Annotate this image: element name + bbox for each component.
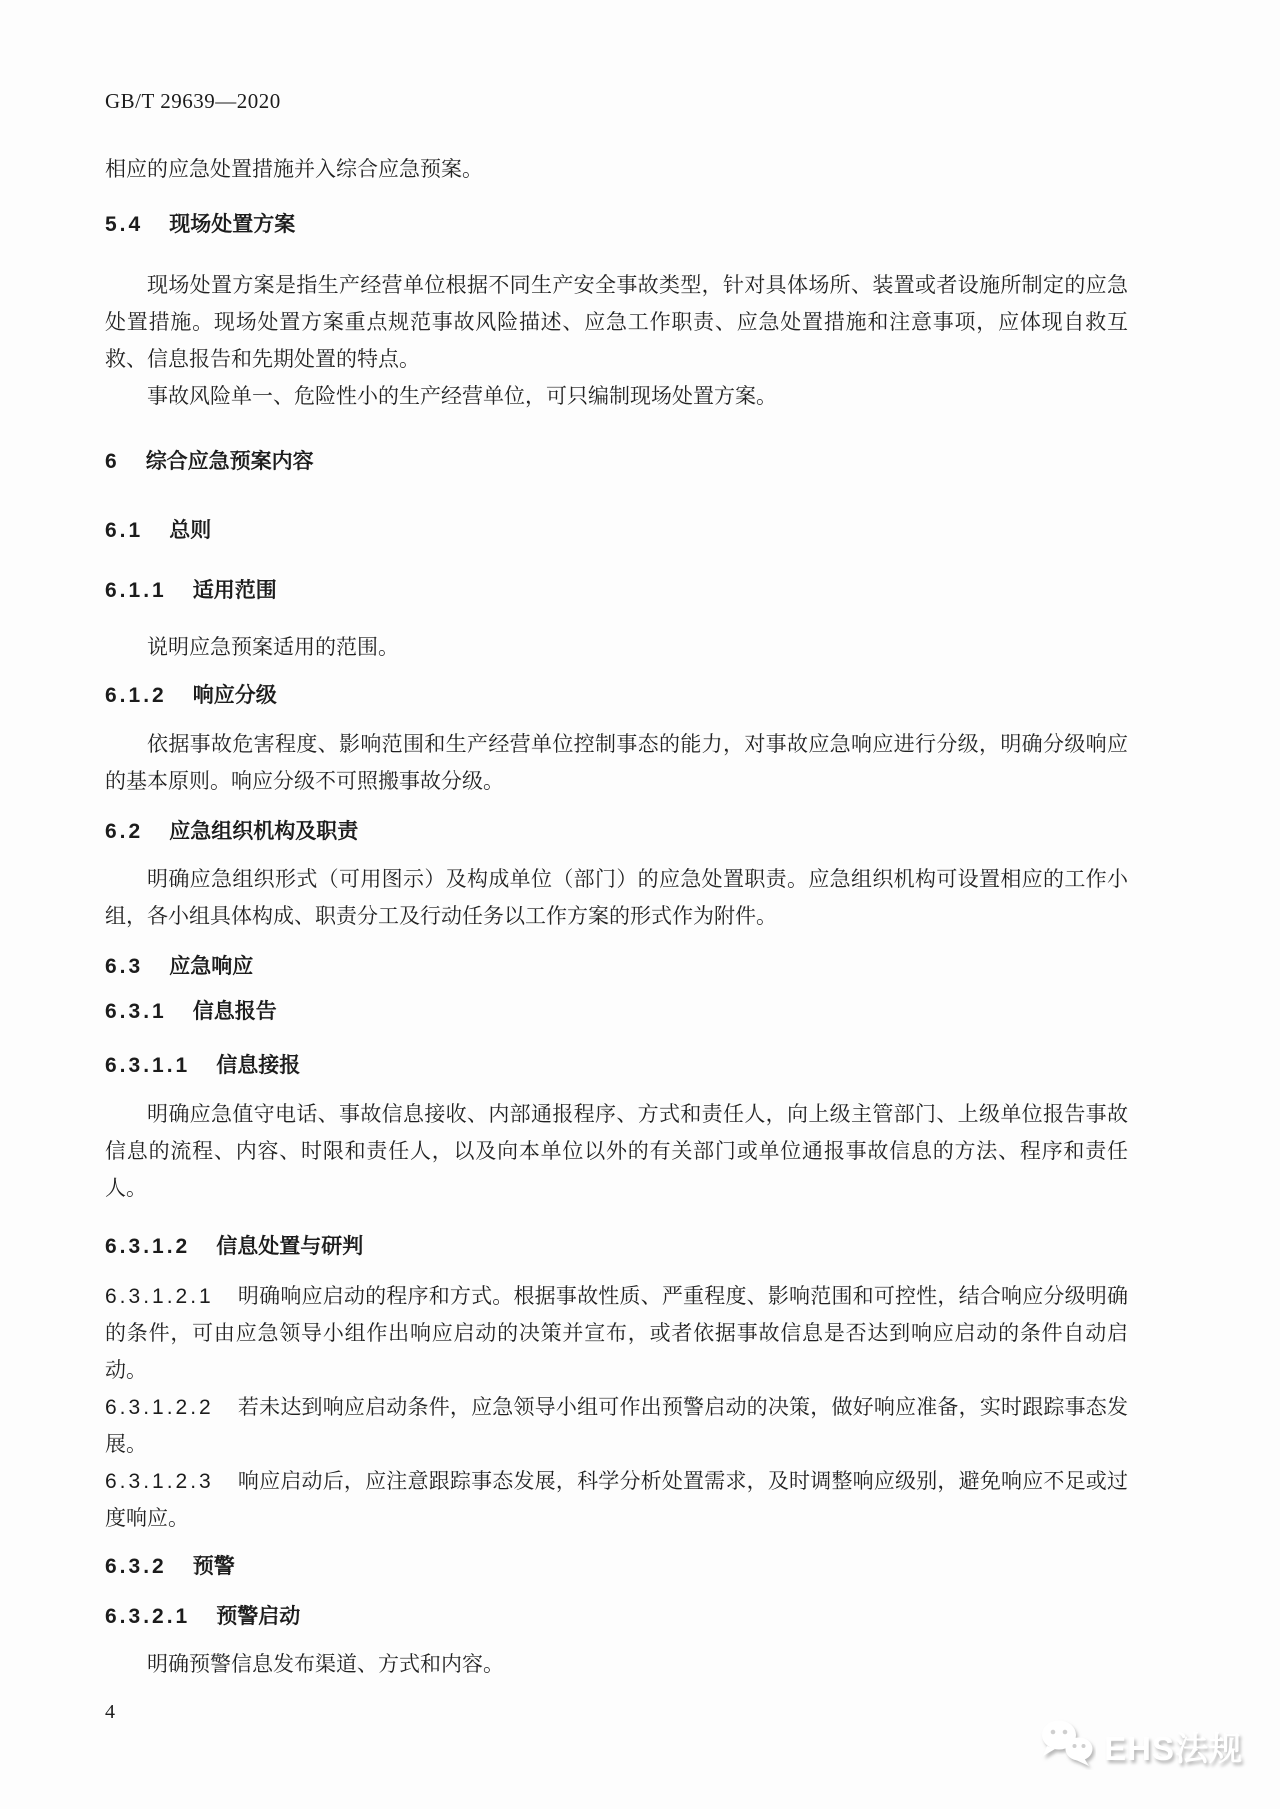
paragraph: 事故风险单一、危险性小的生产经营单位，可只编制现场处置方案。 xyxy=(147,384,777,408)
clause-text: 响应启动后，应注意跟踪事态发展，科学分析处置需求，及时调整响应级别，避免响应不足或过度响应。 xyxy=(105,1469,1128,1530)
section-number: 6.3.1.1 xyxy=(105,1054,191,1077)
clause-paragraph xyxy=(105,1463,1128,1537)
section-number: 6.1.1 xyxy=(105,579,167,602)
wechat-icon xyxy=(1038,1718,1096,1775)
section-heading-6-2 xyxy=(105,817,1128,847)
section-number: 5.4 xyxy=(105,213,144,236)
paragraph: 依据事故危害程度、影响范围和生产经营单位控制事态的能力，对事故应急响应进行分级，明确分级响应的基本原则。响应分级不可照搬事故分级。 xyxy=(105,732,1128,793)
section-number: 6.2 xyxy=(105,820,144,843)
section-title: 应急响应 xyxy=(169,955,254,978)
section-number: 6.3.1 xyxy=(105,1000,167,1023)
chapter-heading-6 xyxy=(105,447,1128,477)
paragraph: 相应的应急处置措施并入综合应急预案。 xyxy=(105,157,483,181)
section-number: 6.1.2 xyxy=(105,684,167,707)
section-heading-6-1 xyxy=(105,516,1128,546)
section-title: 应急组织机构及职责 xyxy=(169,820,359,843)
section-title: 综合应急预案内容 xyxy=(145,450,314,473)
section-heading-6-3-1-2 xyxy=(105,1232,1128,1262)
section-heading-6-1-2 xyxy=(105,681,1128,711)
clause-text: 明确响应启动的程序和方式。根据事故性质、严重程度、影响范围和可控性，结合响应分级明确的条件，可由应急领导小组作出响应启动的决策并宣布，或者依据事故信息是否达到响应启动的条件自动启动。 xyxy=(105,1284,1128,1382)
section-title: 总则 xyxy=(169,519,212,542)
section-number: 6 xyxy=(105,450,120,473)
paragraph: 明确应急组织形式（可用图示）及构成单位（部门）的应急处置职责。应急组织机构可设置相应的工作小组，各小组具体构成、职责分工及行动任务以工作方案的形式作为附件。 xyxy=(105,867,1128,928)
page-number: 4 xyxy=(105,1701,115,1723)
clause-paragraph xyxy=(105,1389,1128,1463)
clause-text: 若未达到响应启动条件，应急领导小组可作出预警启动的决策，做好响应准备，实时跟踪事态发展。 xyxy=(105,1395,1128,1456)
section-heading-6-1-1 xyxy=(105,576,1128,606)
section-number: 6.3.2.1 xyxy=(105,1605,191,1628)
paragraph: 明确预警信息发布渠道、方式和内容。 xyxy=(147,1652,504,1676)
section-title: 预警 xyxy=(192,1555,235,1578)
clause-number: 6.3.1.2.1 xyxy=(105,1285,214,1308)
section-number: 6.3.1.2 xyxy=(105,1235,191,1258)
doc-code: GB/T 29639—2020 xyxy=(105,89,281,113)
section-title: 预警启动 xyxy=(216,1605,301,1628)
section-number: 6.3.2 xyxy=(105,1555,167,1578)
section-heading-6-3-1-1 xyxy=(105,1051,1128,1081)
watermark xyxy=(1038,1718,1243,1775)
clause-number: 6.3.1.2.3 xyxy=(105,1470,214,1493)
clause-paragraph xyxy=(105,1278,1128,1389)
section-number: 6.1 xyxy=(105,519,144,542)
section-title: 现场处置方案 xyxy=(169,213,296,236)
section-heading-6-3 xyxy=(105,952,1128,982)
section-heading-5-4 xyxy=(105,210,1128,240)
section-title: 信息处置与研判 xyxy=(216,1235,364,1258)
section-heading-6-3-2-1 xyxy=(105,1602,1128,1632)
paragraph: 明确应急值守电话、事故信息接收、内部通报程序、方式和责任人，向上级主管部门、上级单位报告事故信息的流程、内容、时限和责任人，以及向本单位以外的有关部门或单位通报事故信息的方法、程序和责任人。 xyxy=(105,1102,1128,1200)
section-heading-6-3-2 xyxy=(105,1552,1128,1582)
paragraph: 现场处置方案是指生产经营单位根据不同生产安全事故类型，针对具体场所、装置或者设施所制定的应急处置措施。现场处置方案重点规范事故风险描述、应急工作职责、应急处置措施和注意事项，应体现自救互救、信息报告和先期处置的特点。 xyxy=(105,273,1128,371)
watermark-label: EHS法规 xyxy=(1104,1730,1243,1767)
page-content xyxy=(105,88,1128,1724)
clause-number: 6.3.1.2.2 xyxy=(105,1396,214,1419)
section-heading-6-3-1 xyxy=(105,997,1128,1027)
section-title: 适用范围 xyxy=(192,579,277,602)
paragraph: 说明应急预案适用的范围。 xyxy=(147,635,399,659)
section-number: 6.3 xyxy=(105,955,144,978)
section-title: 信息报告 xyxy=(192,1000,277,1023)
section-title: 响应分级 xyxy=(192,684,277,707)
section-title: 信息接报 xyxy=(216,1054,301,1077)
